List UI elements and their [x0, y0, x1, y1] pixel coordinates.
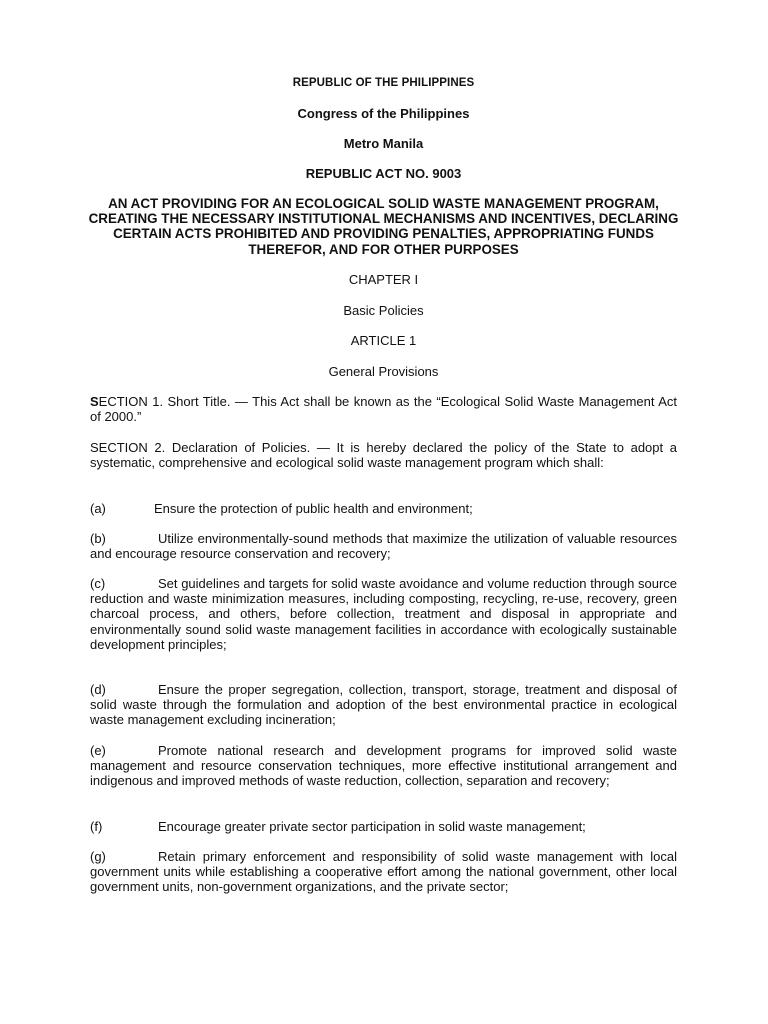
- policy-item: [90, 531, 677, 561]
- policy-text: Ensure the proper segregation, collection, transport, storage, treatment and disposal of solid waste through the formulation and adoption of the best environmental practice in ecological waste management excluding incineration;: [90, 682, 677, 728]
- policy-item: [90, 682, 677, 728]
- article-label: ARTICLE 1: [350, 333, 417, 348]
- policy-text: Promote national research and development programs for improved solid waste management and resource conservation techniques, more effective institutional arrangement and indigenous and improved methods of waste reduction, collection, separation and recovery;: [90, 743, 677, 789]
- policy-item: [90, 819, 677, 834]
- policy-item: [90, 576, 677, 652]
- policy-label: (a): [90, 501, 106, 516]
- policy-item: [90, 849, 677, 895]
- section-1-paragraph: [90, 394, 677, 424]
- act-title: AN ACT PROVIDING FOR AN ECOLOGICAL SOLID WASTE MANAGEMENT PROGRAM, CREATING THE NECESSARY INSTITUTIONAL MECHANISMS AND INCENTIVES, DECLARING CERTAIN ACTS PROHIBITED AND PROVIDING PENALTIES, APPROPRIATING FUNDS THEREFOR, AND FOR OTHER PURPOSES: [88, 196, 679, 257]
- section-1-initial: S: [90, 394, 99, 409]
- policy-label: (f): [90, 819, 103, 834]
- chapter-name: Basic Policies: [343, 303, 424, 318]
- policy-text: Ensure the protection of public health and environment;: [154, 501, 473, 516]
- republic-heading: REPUBLIC OF THE PHILIPPINES: [292, 77, 475, 89]
- policy-text: Set guidelines and targets for solid waste avoidance and volume reduction through source reduction and waste minimization measures, including composting, recycling, re-use, recovery, green charcoal process, and others, before collection, treatment and disposal in appropriate and environmentally sound solid waste management facilities in accordance with ecologically sustainable development principles;: [90, 576, 677, 652]
- congress-heading: Congress of the Philippines: [297, 106, 470, 121]
- policy-text: Encourage greater private sector participation in solid waste management;: [158, 819, 586, 834]
- policy-label: (c): [90, 576, 106, 591]
- act-number-heading: REPUBLIC ACT NO. 9003: [305, 166, 462, 181]
- policy-label: (d): [90, 682, 106, 697]
- policy-item: [90, 743, 677, 789]
- policy-text: Utilize environmentally-sound methods that maximize the utilization of valuable resources and encourage resource conservation and recovery;: [90, 531, 677, 562]
- location-heading: Metro Manila: [343, 136, 424, 151]
- policy-label: (g): [90, 849, 106, 864]
- chapter-label: CHAPTER I: [348, 272, 419, 287]
- policy-item: [90, 501, 677, 516]
- policy-label: (b): [90, 531, 106, 546]
- section-2-paragraph: SECTION 2. Declaration of Policies. — It is hereby declared the policy of the State to adopt a systematic, comprehensive and ecological solid waste management program which shall:: [90, 440, 677, 471]
- policy-text: Retain primary enforcement and responsibility of solid waste management with local government units while establishing a cooperative effort among the national government, other local government units, non-government organizations, and the private sector;: [90, 849, 677, 895]
- article-name: General Provisions: [328, 364, 439, 379]
- policy-label: (e): [90, 743, 106, 758]
- section-1-text: ECTION 1. Short Title. — This Act shall be known as the “Ecological Solid Waste Management Act of 2000.”: [90, 394, 677, 425]
